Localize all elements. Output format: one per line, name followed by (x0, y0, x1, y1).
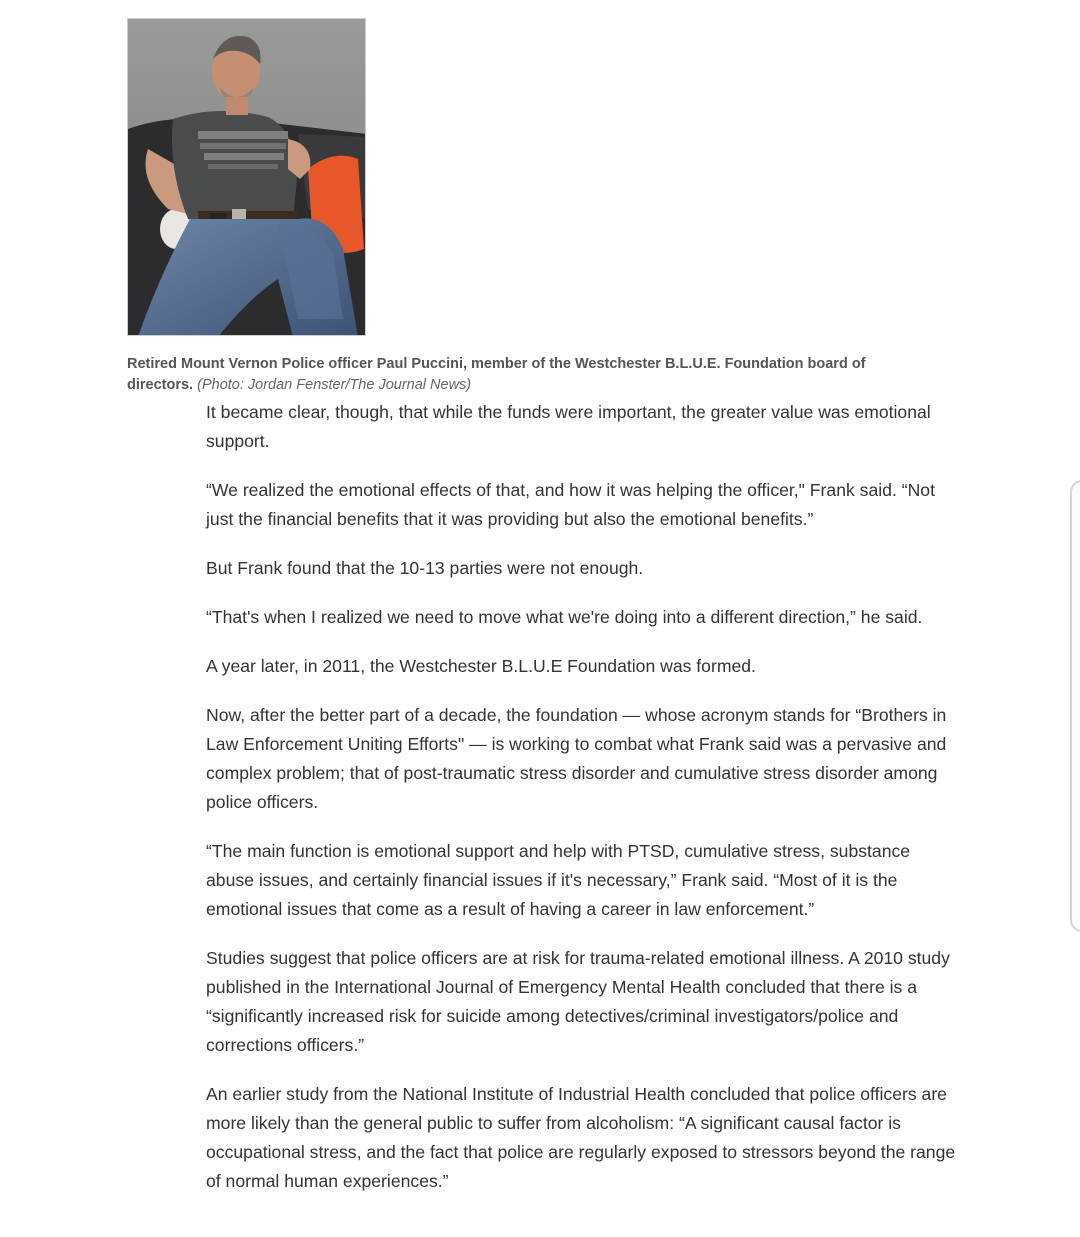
paragraph-7: “The main function is emotional support and help with PTSD, cumulative stress, substance abuse issues, and certainly financial issues if it's necessary,” Frank said. “Most of it is the emotional issues that come as a result of having a career in law enforcement.” (206, 841, 911, 919)
paragraph-1: It became clear, though, that while the funds were important, the greater value was emotional support. (206, 402, 931, 451)
article-body (206, 398, 961, 1216)
paragraph-2: “We realized the emotional effects of that, and how it was helping the officer," Frank said. “Not just the financial benefits that it was providing but also the emotional benefits.” (206, 480, 935, 529)
paragraph-6: Now, after the better part of a decade, the foundation — whose acronym stands for “Brothers in Law Enforcement Uniting Efforts" — is working to combat what Frank said was a pervasive and complex problem; that of post-traumatic stress disorder and cumulative stress disorder among police officers. (206, 705, 947, 812)
paragraph-9: An earlier study from the National Institute of Industrial Health concluded that police officers are more likely than the general public to suffer from alcoholism: “A significant causal factor is occupational stress, and the fact that police are regularly exposed to stressors beyond the range of normal human experiences.” (206, 1084, 956, 1191)
photo-credit: (Photo: Jordan Fenster/The Journal News) (197, 377, 472, 393)
caption-text: Retired Mount Vernon Police officer Paul Puccini, member of the Westchester B.L.U.E. Foundation board of directors. (127, 356, 866, 393)
photo-caption (127, 354, 917, 396)
paragraph-5: A year later, in 2011, the Westchester B.L.U.E Foundation was formed. (206, 656, 756, 676)
article-photo (127, 18, 366, 336)
scroll-edge-handle[interactable] (1070, 480, 1080, 932)
paragraph-4: “That's when I realized we need to move what we're doing into a different direction,” he said. (206, 607, 923, 627)
paragraph-3: But Frank found that the 10-13 parties were not enough. (206, 558, 644, 578)
paragraph-8: Studies suggest that police officers are at risk for trauma-related emotional illness. A 2010 study published in the International Journal of Emergency Mental Health concluded that there is a “significantly increased risk for suicide among detectives/criminal investigators/police and corrections officers.” (206, 948, 950, 1055)
